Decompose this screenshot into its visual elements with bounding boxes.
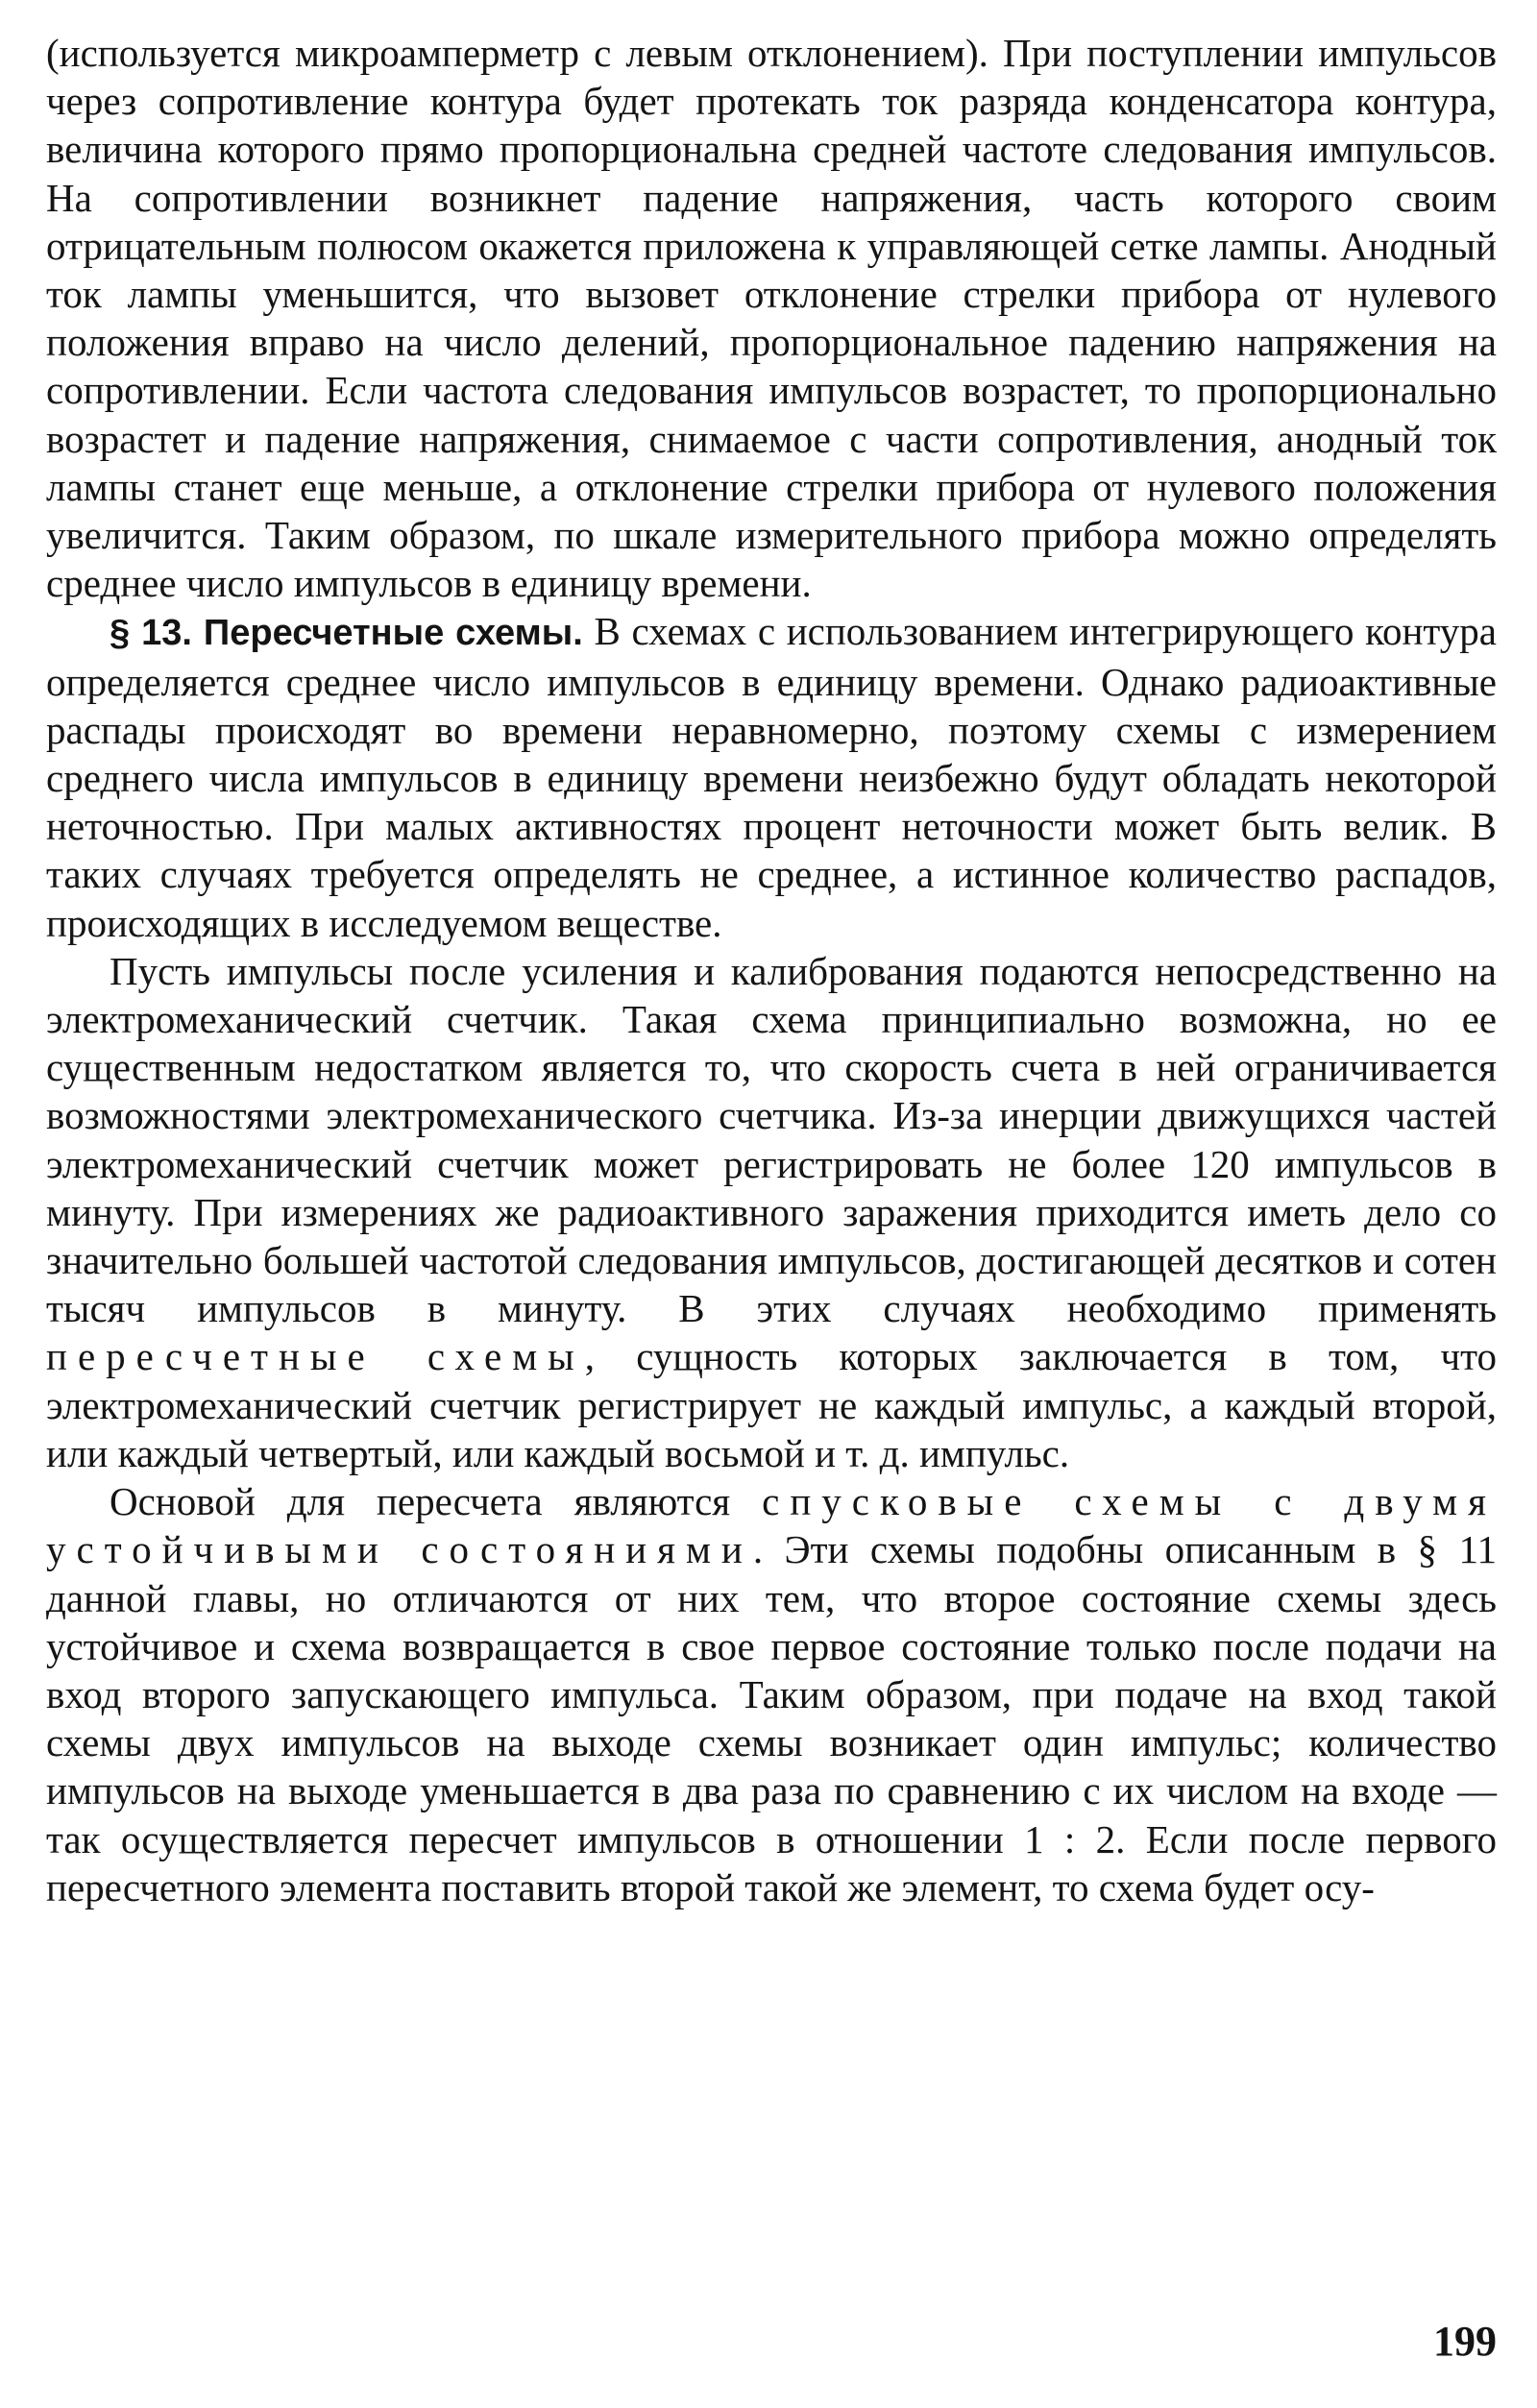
- paragraph-text: , сущность которых заключается в том, что электромеханический счетчик регистрирует не каждый импульс, а каждый второй, или каждый четвертый, или каждый восьмой и т. д. импульс.: [46, 1334, 1498, 1475]
- emphasized-term: спусковые схемы с двумя устойчивыми состояниями: [46, 1479, 1497, 1572]
- paragraph-electromechanical-counter: [46, 947, 1497, 1477]
- section-heading: § 13. Пересчетные схемы.: [110, 613, 583, 654]
- section-text: В схемах с использованием интегрирующего контура определяется среднее число импульсов в единицу времени. Однако радиоактивные распады происходят во времени неравномерно, поэтому схемы с измерением среднего числа импульсов в единицу времени неизбежно будут обладать некоторой неточностью. При малых активностях процент неточности может быть велик. В таких случаях требуется определять не среднее, а истинное количество распадов, происходящих в исследуемом веществе.: [46, 609, 1497, 945]
- paragraph-trigger-circuits: [46, 1477, 1497, 1911]
- paragraph-text: Основой для пересчета являются: [110, 1479, 763, 1524]
- page-number: 199: [1433, 2318, 1497, 2365]
- paragraph-text: Пусть импульсы после усиления и калибрования подаются непосредственно на электромеханический счетчик. Такая схема принципиально возможна, но ее существенным недостатком является то, что скорость счета в ней ограничивается возможностями электромеханического счетчика. Из-за инерции движущихся частей электромеханический счетчик может регистрировать не более 120 импульсов в минуту. При измерениях же радиоактивного заражения приходится иметь дело со значительно большей частотой следования импульсов, достигающей десятков и сотен тысяч импульсов в минуту. В этих случаях необходимо применять: [46, 948, 1497, 1331]
- paragraph-section-13: [46, 607, 1497, 946]
- paragraph-integrating-circuit-end: (используется микроамперметр с левым отклонением). При поступлении импульсов через сопротивление контура будет протекать ток разряда конденсатора контура, величина которого прямо пропорциональна средней частоте следования импульсов. На сопротивлении возникнет падение напряжения, часть которого своим отрицательным полюсом окажется приложена к управляющей сетке лампы. Анодный ток лампы уменьшится, что вызовет отклонение стрелки прибора от нулевого положения вправо на число делений, пропорциональное падению напряжения на сопротивлении. Если частота следования импульсов возрастет, то пропорционально возрастет и падение напряжения, снимаемое с части сопротивления, анодный ток лампы станет еще меньше, а отклонение стрелки прибора от нулевого положения увеличится. Таким образом, по шкале измерительного прибора можно определять среднее число импульсов в единицу времени.: [46, 31, 1497, 606]
- book-page: [46, 29, 1497, 1911]
- paragraph-text: . Эти схемы подобны описанным в § 11 данной главы, но отличаются от них тем, что второе состояние схемы здесь устойчивое и схема возвращается в свое первое состояние только после подачи на вход второго запускающего импульса. Таким образом, при подаче на вход такой схемы двух импульсов на выходе схемы возникает один импульс; количество импульсов на выходе уменьшается в два раза по сравнению с их числом на входе — так осуществляется пересчет импульсов в отношении 1 : 2. Если после первого пересчетного элемента поставить второй такой же элемент, то схема будет осу-: [46, 1527, 1497, 1909]
- emphasized-term: пересчетные схемы: [46, 1334, 585, 1379]
